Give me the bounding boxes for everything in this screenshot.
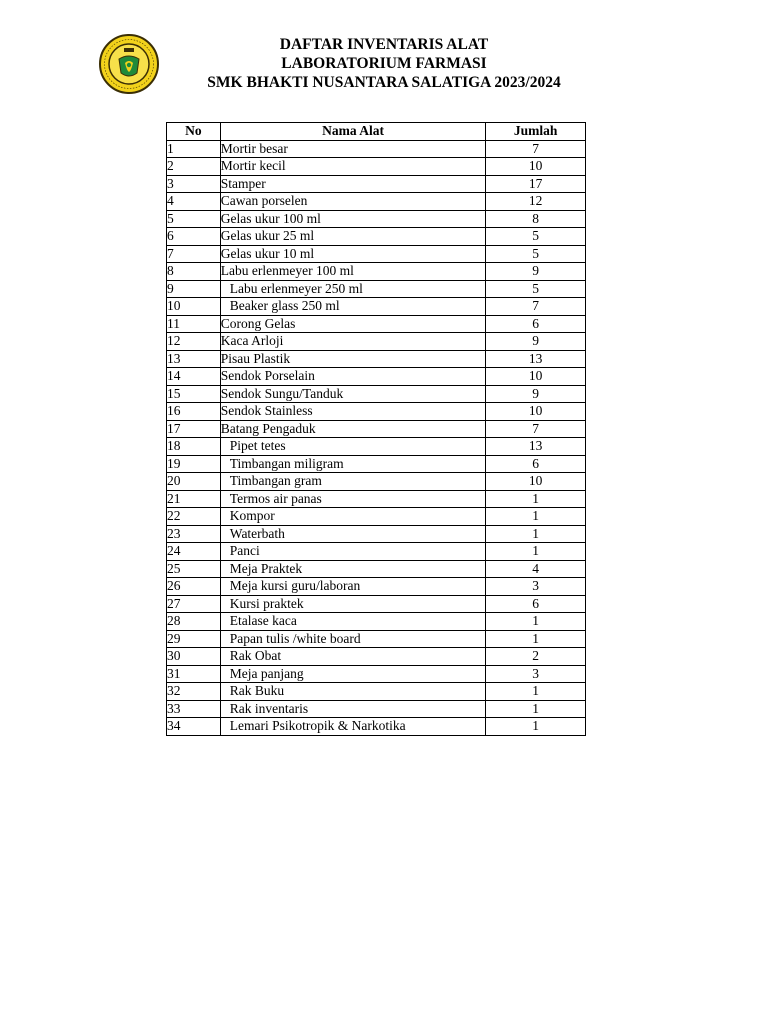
- item-quantity-cell: 9: [486, 263, 586, 281]
- item-quantity-cell: 5: [486, 228, 586, 246]
- row-number-cell: 18: [167, 438, 221, 456]
- title-line-1: DAFTAR INVENTARIS ALAT: [279, 36, 489, 53]
- item-quantity-cell: 1: [486, 683, 586, 701]
- table-row: [167, 455, 586, 473]
- inventory-table: [166, 122, 586, 736]
- item-quantity-cell: 10: [486, 473, 586, 491]
- title-line-3: SMK BHAKTI NUSANTARA SALATIGA 2023/2024: [207, 74, 561, 91]
- item-name-cell: Timbangan gram: [220, 473, 486, 491]
- school-emblem-icon: [97, 33, 161, 95]
- row-number-cell: 11: [167, 315, 221, 333]
- row-number-cell: 4: [167, 193, 221, 211]
- table-row: [167, 700, 586, 718]
- table-row: [167, 350, 586, 368]
- item-name-cell: Waterbath: [220, 525, 486, 543]
- column-header-qty: Jumlah: [486, 123, 586, 141]
- row-number-cell: 31: [167, 665, 221, 683]
- item-quantity-cell: 4: [486, 560, 586, 578]
- item-quantity-cell: 13: [486, 350, 586, 368]
- item-quantity-cell: 7: [486, 298, 586, 316]
- item-quantity-cell: 7: [486, 140, 586, 158]
- item-quantity-cell: 5: [486, 245, 586, 263]
- column-header-no: No: [167, 123, 221, 141]
- row-number-cell: 25: [167, 560, 221, 578]
- table-row: [167, 403, 586, 421]
- item-name-cell: Sendok Stainless: [220, 403, 486, 421]
- row-number-cell: 19: [167, 455, 221, 473]
- item-quantity-cell: 2: [486, 648, 586, 666]
- item-name-cell: Rak inventaris: [220, 700, 486, 718]
- item-name-cell: Panci: [220, 543, 486, 561]
- item-name-cell: Mortir kecil: [220, 158, 486, 176]
- row-number-cell: 9: [167, 280, 221, 298]
- item-name-cell: Pisau Plastik: [220, 350, 486, 368]
- table-row: [167, 280, 586, 298]
- table-row: [167, 140, 586, 158]
- row-number-cell: 30: [167, 648, 221, 666]
- item-name-cell: Labu erlenmeyer 250 ml: [220, 280, 486, 298]
- item-quantity-cell: 9: [486, 333, 586, 351]
- item-quantity-cell: 6: [486, 595, 586, 613]
- item-name-cell: Papan tulis /white board: [220, 630, 486, 648]
- table-row: [167, 508, 586, 526]
- table-row: [167, 473, 586, 491]
- item-name-cell: Rak Buku: [220, 683, 486, 701]
- table-row: [167, 315, 586, 333]
- table-row: [167, 158, 586, 176]
- item-quantity-cell: 7: [486, 420, 586, 438]
- table-row: [167, 683, 586, 701]
- table-row: [167, 525, 586, 543]
- item-quantity-cell: 13: [486, 438, 586, 456]
- item-name-cell: Pipet tetes: [220, 438, 486, 456]
- item-quantity-cell: 1: [486, 543, 586, 561]
- row-number-cell: 26: [167, 578, 221, 596]
- row-number-cell: 29: [167, 630, 221, 648]
- row-number-cell: 24: [167, 543, 221, 561]
- item-name-cell: Meja Praktek: [220, 560, 486, 578]
- table-row: [167, 438, 586, 456]
- item-quantity-cell: 10: [486, 368, 586, 386]
- row-number-cell: 6: [167, 228, 221, 246]
- item-quantity-cell: 1: [486, 525, 586, 543]
- item-name-cell: Cawan porselen: [220, 193, 486, 211]
- row-number-cell: 17: [167, 420, 221, 438]
- item-quantity-cell: 3: [486, 578, 586, 596]
- row-number-cell: 5: [167, 210, 221, 228]
- table-row: [167, 245, 586, 263]
- table-row: [167, 193, 586, 211]
- item-name-cell: Corong Gelas: [220, 315, 486, 333]
- row-number-cell: 2: [167, 158, 221, 176]
- item-quantity-cell: 5: [486, 280, 586, 298]
- item-name-cell: Sendok Porselain: [220, 368, 486, 386]
- item-quantity-cell: 10: [486, 158, 586, 176]
- item-quantity-cell: 6: [486, 315, 586, 333]
- row-number-cell: 27: [167, 595, 221, 613]
- item-quantity-cell: 1: [486, 613, 586, 631]
- item-name-cell: Termos air panas: [220, 490, 486, 508]
- item-name-cell: Lemari Psikotropik & Narkotika: [220, 718, 486, 736]
- item-name-cell: Gelas ukur 100 ml: [220, 210, 486, 228]
- column-header-name: Nama Alat: [220, 123, 486, 141]
- table-row: [167, 630, 586, 648]
- table-row: [167, 263, 586, 281]
- row-number-cell: 22: [167, 508, 221, 526]
- row-number-cell: 32: [167, 683, 221, 701]
- inventory-rows: [167, 140, 586, 735]
- item-quantity-cell: 12: [486, 193, 586, 211]
- item-name-cell: Stamper: [220, 175, 486, 193]
- row-number-cell: 8: [167, 263, 221, 281]
- item-name-cell: Meja kursi guru/laboran: [220, 578, 486, 596]
- item-name-cell: Batang Pengaduk: [220, 420, 486, 438]
- document-title: [170, 35, 598, 92]
- row-number-cell: 1: [167, 140, 221, 158]
- item-quantity-cell: 9: [486, 385, 586, 403]
- item-name-cell: Mortir besar: [220, 140, 486, 158]
- table-header-row: [167, 123, 586, 141]
- row-number-cell: 12: [167, 333, 221, 351]
- item-quantity-cell: 6: [486, 455, 586, 473]
- row-number-cell: 14: [167, 368, 221, 386]
- item-name-cell: Gelas ukur 10 ml: [220, 245, 486, 263]
- table-row: [167, 368, 586, 386]
- table-row: [167, 595, 586, 613]
- item-quantity-cell: 1: [486, 630, 586, 648]
- row-number-cell: 3: [167, 175, 221, 193]
- item-quantity-cell: 3: [486, 665, 586, 683]
- item-name-cell: Kursi praktek: [220, 595, 486, 613]
- table-row: [167, 175, 586, 193]
- table-row: [167, 298, 586, 316]
- item-name-cell: Meja panjang: [220, 665, 486, 683]
- table-row: [167, 665, 586, 683]
- row-number-cell: 21: [167, 490, 221, 508]
- item-quantity-cell: 1: [486, 718, 586, 736]
- item-quantity-cell: 17: [486, 175, 586, 193]
- row-number-cell: 13: [167, 350, 221, 368]
- title-line-2: LABORATORIUM FARMASI: [281, 55, 487, 72]
- item-quantity-cell: 1: [486, 490, 586, 508]
- item-name-cell: Etalase kaca: [220, 613, 486, 631]
- item-quantity-cell: 10: [486, 403, 586, 421]
- table-row: [167, 578, 586, 596]
- table-row: [167, 210, 586, 228]
- row-number-cell: 16: [167, 403, 221, 421]
- table-row: [167, 385, 586, 403]
- table-row: [167, 560, 586, 578]
- item-name-cell: Sendok Sungu/Tanduk: [220, 385, 486, 403]
- item-quantity-cell: 1: [486, 508, 586, 526]
- row-number-cell: 15: [167, 385, 221, 403]
- table-row: [167, 228, 586, 246]
- row-number-cell: 20: [167, 473, 221, 491]
- item-name-cell: Gelas ukur 25 ml: [220, 228, 486, 246]
- item-name-cell: Timbangan miligram: [220, 455, 486, 473]
- row-number-cell: 7: [167, 245, 221, 263]
- item-name-cell: Rak Obat: [220, 648, 486, 666]
- row-number-cell: 23: [167, 525, 221, 543]
- table-row: [167, 718, 586, 736]
- row-number-cell: 28: [167, 613, 221, 631]
- table-row: [167, 648, 586, 666]
- item-name-cell: Kompor: [220, 508, 486, 526]
- item-name-cell: Labu erlenmeyer 100 ml: [220, 263, 486, 281]
- item-name-cell: Kaca Arloji: [220, 333, 486, 351]
- row-number-cell: 34: [167, 718, 221, 736]
- item-name-cell: Beaker glass 250 ml: [220, 298, 486, 316]
- item-quantity-cell: 1: [486, 700, 586, 718]
- table-row: [167, 490, 586, 508]
- table-row: [167, 333, 586, 351]
- row-number-cell: 10: [167, 298, 221, 316]
- item-quantity-cell: 8: [486, 210, 586, 228]
- table-row: [167, 420, 586, 438]
- table-row: [167, 613, 586, 631]
- row-number-cell: 33: [167, 700, 221, 718]
- table-row: [167, 543, 586, 561]
